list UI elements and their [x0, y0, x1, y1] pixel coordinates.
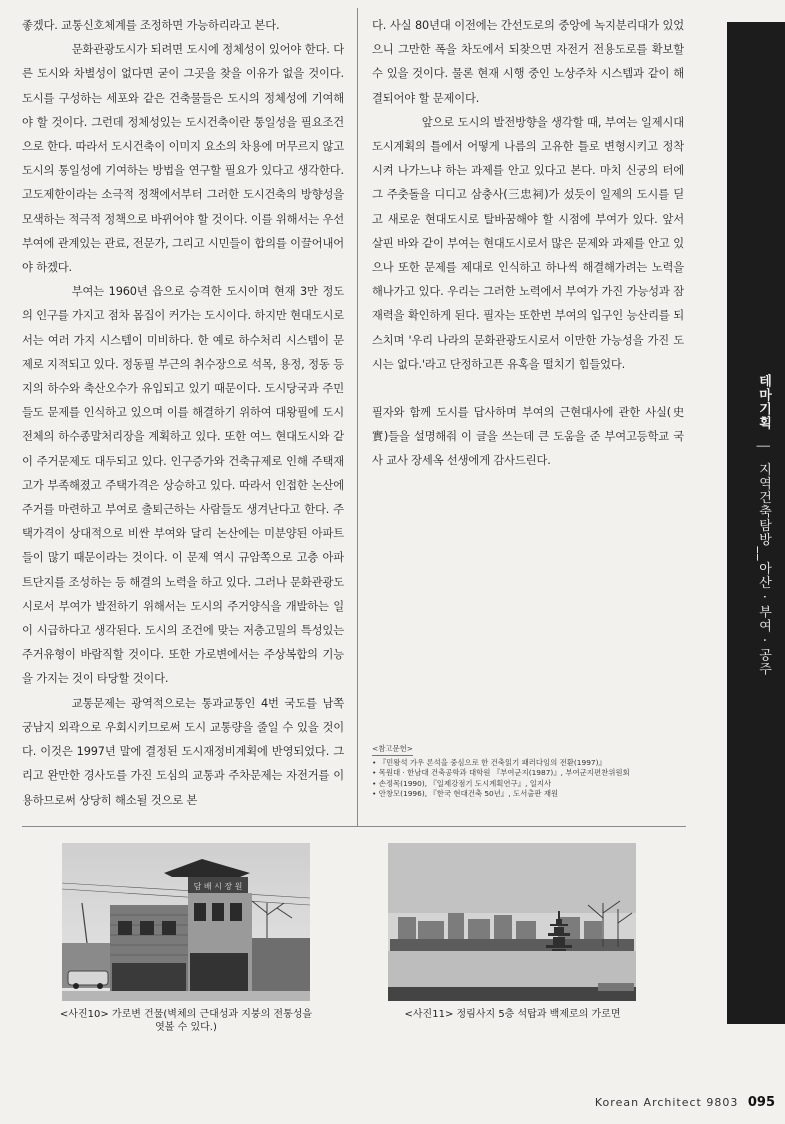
page-footer: [595, 1095, 775, 1110]
references: [372, 744, 702, 799]
sidebar-series: 테마기획: [756, 374, 771, 430]
sidebar-title: [739, 374, 773, 714]
page-number: 095: [747, 1095, 775, 1110]
section-sidebar: [727, 22, 785, 1024]
left-text-column: [22, 14, 344, 813]
photo-10-caption: <사진10> 가로변 건물(벽체의 근대성과 지붕의 전통성을 엿볼 수 있다.): [59, 1009, 313, 1033]
left-paragraph-3: 부여는 1960년 읍으로 승격한 도시이며 현재 3만 정도의 인구를 가지고 점차 몸집이 커가는 도시이다. 하지만 현대도시로서는 여러 가지 시스템이 미비하다. 한 예로 하수처리 시스템이 문제로 지적되고 있다. 정동필 부근의 취수장으로 석목, 용정, 정동 등지의 하수와 축산오수가 유입되고 있기 때문이다. 도시당국과 주민들도 문제를 인식하고 있으며 이를 해결하기 위하여 대왕필에 도시 전체의 하수종말처리장을 계획하고 있다. 또한 여느 현대도시와 같이 주거문제도 대두되고 있다. 인구증가와 건축규제로 인해 주택재고가 부족해졌고 주택가격은 상승하고 있다. 따라서 인접한 논산에 주거를 마련하고 부여로 출퇴근하는 사람들도 생겨난다고 한다. 주택가격이 상대적으로 비싼 부여와 달리 논산에는 미분양된 아파트들이 많기 때문이라는 것이다. 이 문제 역시 규암쪽으로 고층 아파트단지를 조성하는 등 해결의 노력을 하고 있다. 그러나 문화관광도시로서 부여가 발전하기 위해서는 도시의 주거양식을 개발하는 일이 시급하다고 생각된다. 도시의 조건에 맞는 저층고밀의 특성있는 주거유형이 바람직할 것이다. 또한 가로변에서는 주상복합의 기능을 가지는 것이 타당할 것이다.: [22, 285, 344, 686]
paragraph-gap: [372, 377, 684, 401]
photo-11-caption: <사진11> 정림사지 5층 석탑과 백제로의 가로면: [404, 1009, 621, 1020]
photo-street-building: [62, 843, 310, 1001]
acknowledgement: 필자와 함께 도시를 답사하며 부여의 근현대사에 관한 사실(史實)들을 설명해줘 이 글을 쓰는데 큰 도움을 준 부여고등학교 국사 교사 장세옥 선생에게 감사드린다.: [372, 406, 684, 468]
photo-pagoda-street: [388, 843, 636, 1001]
sidebar-separator: |: [756, 443, 771, 449]
pagoda-street-illustration: [388, 843, 636, 1001]
reference-item: • 목원대 · 한남대 건축공학과 대학원 『부여군지(1987)』, 부여군지편찬위원회: [372, 768, 702, 778]
left-paragraph-4: 교통문제는 광역적으로는 통과교통인 4번 국도를 남쪽 궁남지 외곽으로 우회시키므로써 도시 교통량을 줄일 수 있을 것이다. 이것은 1997년 말에 결정된 도시재정비계획에 반영되었다. 그리고 완만한 경사도를 가진 도심의 교통과 주차문제는 자전거를 이용하므로써 상당히 해소될 것으로 본: [22, 696, 344, 807]
right-paragraph-1: 다. 사실 80년대 이전에는 간선도로의 중앙에 녹지분리대가 있었으니 그만한 폭을 차도에서 되찾으면 자전거 전용도로를 확보할 수 있을 것이다. 물론 현재 시행 중인 노상주차 시스템과 같이 해결되어야 할 문제이다.: [372, 19, 684, 105]
section-divider: [22, 826, 686, 827]
sidebar-subtitle: 지역건축탐방__아산 · 부여 · 공주: [756, 462, 771, 677]
column-divider: [357, 8, 358, 826]
street-building-illustration: [62, 843, 310, 1001]
left-paragraph-2: 문화관광도시가 되려면 도시에 정체성이 있어야 한다. 다른 도시와 차별성이 없다면 굳이 그곳을 찾을 이유가 없을 것이다. 도시를 구성하는 세포와 같은 건축물들은 도시의 정체성에 기여해야 할 것이다. 그런데 정체성있는 도시건축이란 통일성을 필요조건으로 한다. 따라서 도시건축이 이미지 요소의 차용에 머무르지 않고 도시의 통일성에 기여하는 방법을 연구할 필요가 있다고 생각한다. 고도제한이라는 소극적 정책에서부터 그러한 도시건축의 방향성을 모색하는 적극적 정책으로 바뀌어야 할 것이다. 이를 위해서는 우선 부여에 관계있는 관료, 전문가, 그리고 시민들이 합의를 이끌어내어야 하겠다.: [22, 43, 344, 275]
references-list: [372, 758, 702, 799]
right-paragraph-2: 앞으로 도시의 발전방향을 생각할 때, 부여는 일제시대 도시계획의 틀에서 어떻게 나름의 고유한 틀로 변형시키고 정착시켜 나가느냐 하는 과제를 안고 있다고 본다. 마치 신궁의 터에 그 주춧돌을 디디고 삼충사(三忠祠)가 섰듯이 일제의 도시를 딛고 새로운 현대도시로 탈바꿈해야 할 시점에 부여가 있다. 앞서 살핀 바와 같이 부여는 현대도시로서 많은 문제와 과제를 안고 있으나 또한 문제를 제대로 인식하고 하나씩 해결해가려는 노력을 해나가고 있다. 우리는 그러한 노력에서 부여가 가진 가능성과 잠재력을 확인하게 된다. 필자는 또한번 부여의 입구인 능산리를 되스치며 '우리 나라의 문화관광도시로서 이만한 가능성을 가진 도시는 없다.'라고 단정하고픈 유혹을 떨치기 힘들었다.: [372, 115, 684, 371]
left-paragraph-1: 좋겠다. 교통신호체계를 조정하면 가능하리라고 본다.: [22, 19, 280, 32]
reference-item: • 『민왕석 가우 론석을 중심으로 한 건축읽기 패러다임의 전환(1997)』: [372, 758, 702, 768]
magazine-issue: Korean Architect 9803: [594, 1096, 739, 1109]
building-sign: 담 배 시 장 원: [193, 882, 243, 891]
reference-item: • 안창모(1996), 『한국 현대건축 50년』, 도서출판 재원: [372, 789, 702, 799]
references-title: <참고문헌>: [372, 744, 413, 756]
right-text-column: [372, 14, 684, 474]
reference-item: • 손정목(1990), 『일제강점기 도시계획연구』, 일지사: [372, 779, 702, 789]
